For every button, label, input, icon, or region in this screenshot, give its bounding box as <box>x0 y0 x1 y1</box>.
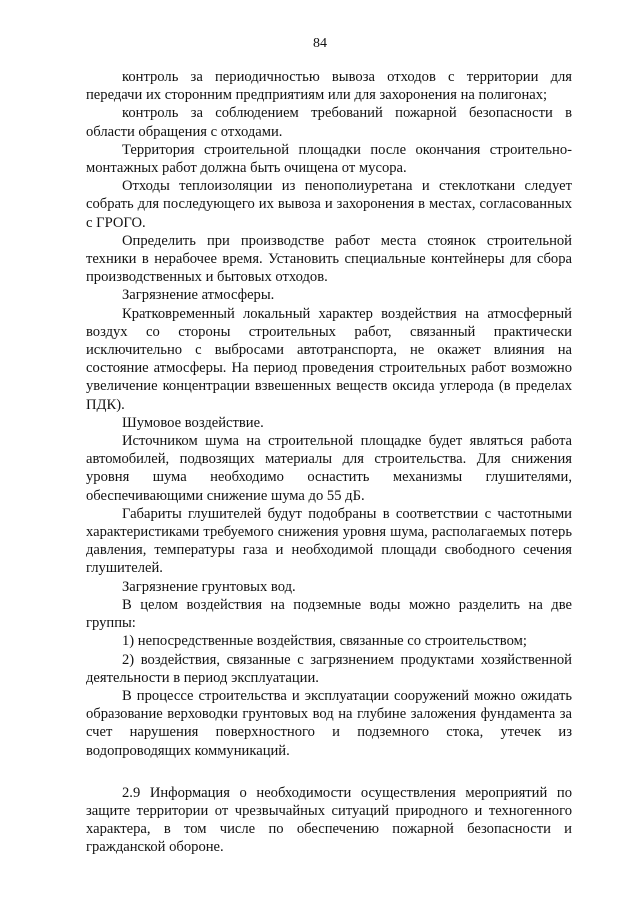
paragraph-parking-containers: Определить при производстве работ места стоянок строительной техники в нерабочее время. Установить специальные контейнеры для сбора производственных и бытовых отходов. <box>86 232 572 286</box>
page-number: 84 <box>313 36 327 51</box>
paragraph-groundwater-groups: В целом воздействия на подземные воды можно разделить на две группы: <box>86 596 572 632</box>
paragraph-air-impact: Кратковременный локальный характер воздействия на атмосферный воздух со стороны строительных работ, связанный практически исключительно с выбросами автотранспорта, не окажет влияния на состояние атмосферы. На период проведения строительных работ возможно увеличение концентрации взвешенных веществ оксида углерода (в пределах ПДК). <box>86 305 572 413</box>
paragraph-fire-safety-control: контроль за соблюдением требований пожарной безопасности в области обращения с отходами. <box>86 105 572 140</box>
section-2-9-heading: 2.9 Информация о необходимости осуществления мероприятий по защите территории от чрезвычайных ситуаций природного и техногенного характера, в том числе по обеспечению пожарной безопасности и гражданской обороне. <box>86 784 572 856</box>
paragraph-muffler-dimensions: Габариты глушителей будут подобраны в соответствии с частотными характеристиками требуемого снижения уровня шума, располагаемых потерь давления, температуры газа и необходимой площади свободного сечения глушителей. <box>86 505 572 577</box>
list-item-direct-impact: 1) непосредственные воздействия, связанные со строительством; <box>122 633 527 650</box>
paragraph-insulation-waste: Отходы теплоизоляции из пенополиуретана и стеклоткани следует собрать для последующего их вывоза и захоронения в местах, согласованных с ГРОГО. <box>86 178 572 231</box>
heading-noise-impact: Шумовое воздействие. <box>122 414 264 431</box>
paragraph-site-cleanup: Территория строительной площадки после окончания строительно-монтажных работ должна быть очищена от мусора. <box>86 141 572 177</box>
paragraph-waste-removal-control: контроль за периодичностью вывоза отходов с территории для передачи их сторонним предприятиям или для захоронения на полигонах; <box>86 69 572 104</box>
heading-air-pollution: Загрязнение атмосферы. <box>122 287 275 304</box>
paragraph-noise-source: Источником шума на строительной площадке будет являться работа автомобилей, подвозящих материалы для строительства. Для снижения уровня шума необходимо оснастить механизмы глушителями, обеспечивающими снижение шума до 55 дБ. <box>86 433 572 504</box>
paragraph-perched-water: В процессе строительства и эксплуатации сооружений можно ожидать образование верховодки грунтовых вод на глубине заложения фундамента за счет нарушения поверхностного и подземного стока, утечек из водопроводящих коммуникаций. <box>86 687 572 759</box>
body-text <box>86 68 572 857</box>
heading-groundwater-pollution: Загрязнение грунтовых вод. <box>122 578 296 595</box>
list-item-operational-impact: 2) воздействия, связанные с загрязнением продуктами хозяйственной деятельности в период эксплуатации. <box>86 651 572 686</box>
